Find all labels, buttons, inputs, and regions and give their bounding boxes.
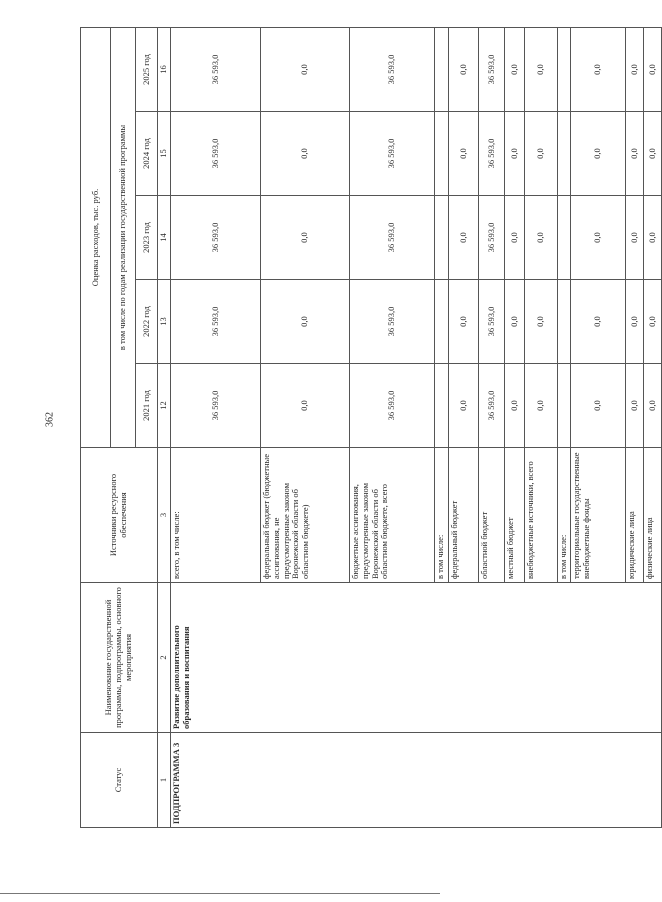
empty-cell — [558, 196, 571, 280]
value-cell: 0,0 — [505, 196, 525, 280]
row-label: территориальные государственные внебюджетные фонды — [571, 448, 626, 583]
value-cell: 36 593,0 — [479, 27, 505, 111]
header-status: Статус — [81, 733, 158, 828]
value-cell: 36 593,0 — [479, 112, 505, 196]
value-cell: 0,0 — [505, 112, 525, 196]
empty-cell — [435, 364, 449, 448]
budget-table — [80, 27, 662, 828]
col-num-12: 12 — [158, 364, 171, 448]
value-cell: 0,0 — [525, 364, 558, 448]
empty-cell — [558, 27, 571, 111]
value-cell: 0,0 — [449, 27, 479, 111]
empty-cell — [435, 112, 449, 196]
value-cell: 0,0 — [261, 27, 350, 111]
col-num-2: 2 — [158, 583, 171, 733]
col-num-16: 16 — [158, 27, 171, 111]
col-num-1: 1 — [158, 733, 171, 828]
value-cell: 0,0 — [505, 27, 525, 111]
row-label: в том числе: — [558, 448, 571, 583]
value-cell: 36 593,0 — [350, 112, 435, 196]
empty-cell — [435, 196, 449, 280]
value-cell: 0,0 — [261, 112, 350, 196]
row-label: в том числе: — [435, 448, 449, 583]
header-estimate: Оценка расходов, тыс. руб. — [81, 27, 111, 447]
row-label: областной бюджет — [479, 448, 505, 583]
value-cell: 0,0 — [505, 364, 525, 448]
value-cell: 36 593,0 — [479, 280, 505, 364]
value-cell: 0,0 — [571, 364, 626, 448]
header-year-2025: 2025 год — [136, 27, 158, 111]
row-label: юридические лица — [626, 448, 644, 583]
col-num-3: 3 — [158, 448, 171, 583]
value-cell: 0,0 — [261, 364, 350, 448]
empty-cell — [558, 280, 571, 364]
value-cell: 36 593,0 — [350, 27, 435, 111]
empty-cell — [558, 112, 571, 196]
row-label: местный бюджет — [505, 448, 525, 583]
value-cell: 0,0 — [644, 27, 662, 111]
empty-cell — [558, 364, 571, 448]
value-cell: 0,0 — [571, 196, 626, 280]
value-cell: 36 593,0 — [479, 364, 505, 448]
value-cell: 36 593,0 — [350, 196, 435, 280]
col-num-13: 13 — [158, 280, 171, 364]
value-cell: 36 593,0 — [171, 27, 261, 111]
value-cell: 0,0 — [525, 112, 558, 196]
value-cell: 0,0 — [571, 280, 626, 364]
value-cell: 36 593,0 — [350, 364, 435, 448]
header-by-years: в том числе по годам реализации государственной программы — [111, 27, 136, 447]
value-cell: 0,0 — [449, 112, 479, 196]
value-cell: 0,0 — [525, 280, 558, 364]
value-cell: 0,0 — [505, 280, 525, 364]
value-cell: 0,0 — [644, 364, 662, 448]
value-cell: 0,0 — [626, 364, 644, 448]
header-year-2022: 2022 год — [136, 280, 158, 364]
subprogram-status: ПОДПРОГРАММА 3 — [171, 733, 662, 828]
header-year-2023: 2023 год — [136, 196, 158, 280]
page-bottom-rule — [0, 893, 440, 894]
row-label: бюджетные ассигнования, предусмотренные законом Воронежской области об областном бюджете, всего — [350, 448, 435, 583]
value-cell: 36 593,0 — [171, 196, 261, 280]
value-cell: 0,0 — [571, 112, 626, 196]
col-num-15: 15 — [158, 112, 171, 196]
col-num-14: 14 — [158, 196, 171, 280]
value-cell: 0,0 — [626, 196, 644, 280]
budget-table-container — [80, 28, 657, 828]
value-cell: 36 593,0 — [171, 364, 261, 448]
value-cell: 0,0 — [644, 280, 662, 364]
header-year-2024: 2024 год — [136, 112, 158, 196]
value-cell: 36 593,0 — [171, 112, 261, 196]
value-cell: 0,0 — [644, 196, 662, 280]
value-cell: 0,0 — [626, 112, 644, 196]
value-cell: 36 593,0 — [171, 280, 261, 364]
value-cell: 0,0 — [525, 27, 558, 111]
value-cell: 36 593,0 — [479, 196, 505, 280]
value-cell: 0,0 — [449, 280, 479, 364]
header-source: Источники ресурсного обеспечения — [81, 448, 158, 583]
empty-cell — [435, 27, 449, 111]
subprogram-name: Развитие дополнительного образования и воспитания — [171, 583, 662, 733]
header-year-2021: 2021 год — [136, 364, 158, 448]
page-number: 362 — [44, 412, 56, 427]
value-cell: 0,0 — [525, 196, 558, 280]
value-cell: 36 593,0 — [350, 280, 435, 364]
value-cell: 0,0 — [571, 27, 626, 111]
row-label: всего, в том числе: — [171, 448, 261, 583]
header-name: Наименование государственной программы, подпрограммы, основного мероприятия — [81, 583, 158, 733]
row-label: федеральный бюджет (бюджетные ассигнования, не предусмотренные законом Воронежской области об областном бюджете) — [261, 448, 350, 583]
value-cell: 0,0 — [261, 280, 350, 364]
value-cell: 0,0 — [626, 27, 644, 111]
value-cell: 0,0 — [449, 364, 479, 448]
table-row — [171, 27, 261, 827]
empty-cell — [435, 280, 449, 364]
row-label: внебюджетные источники, всего — [525, 448, 558, 583]
value-cell: 0,0 — [644, 112, 662, 196]
row-label: физические лица — [644, 448, 662, 583]
value-cell: 0,0 — [626, 280, 644, 364]
row-label: федеральный бюджет — [449, 448, 479, 583]
value-cell: 0,0 — [449, 196, 479, 280]
value-cell: 0,0 — [261, 196, 350, 280]
